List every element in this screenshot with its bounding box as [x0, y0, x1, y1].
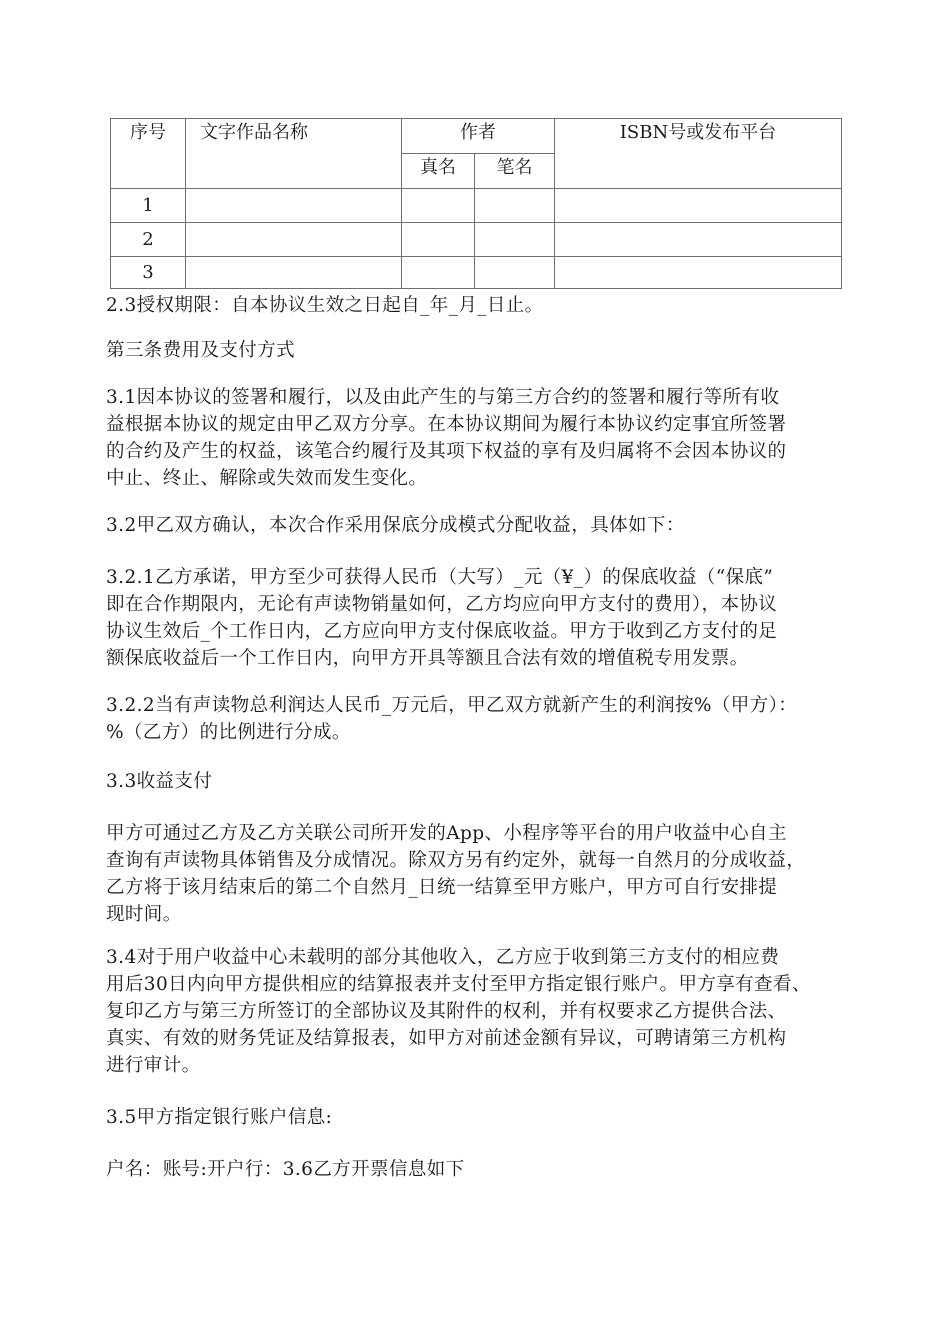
text-line: 3.4对于用户收益中心未载明的部分其他收入，乙方应于收到第三方支付的相应费 [106, 947, 780, 968]
header-seq: 序号 [111, 119, 186, 189]
clause-3-2: 3.2甲乙双方确认，本次合作采用保底分成模式分配收益，具体如下： [106, 515, 685, 536]
table-cell [475, 223, 555, 257]
table-cell [402, 257, 475, 289]
row-number: 2 [111, 223, 186, 257]
table-cell [555, 257, 842, 289]
text-line: %（乙方）的比例进行分成。 [106, 722, 351, 743]
text-line: 协议生效后_个工作日内，乙方应向甲方支付保底收益。甲方于收到乙方支付的足 [106, 621, 778, 642]
row-number: 1 [111, 189, 186, 223]
text-line: 3.2.1乙方承诺，甲方至少可获得人民币（大写）_元（¥_）的保底收益（“保底” [106, 567, 774, 588]
text-line: 3.2.2当有声读物总利润达人民币_万元后，甲乙双方就新产生的利润按%（甲方）： [106, 695, 798, 716]
text-line: 复印乙方与第三方所签订的全部协议及其附件的权利，并有权要求乙方提供合法、 [106, 1001, 787, 1022]
text-line: 乙方将于该月结束后的第二个自然月_日统一结算至甲方账户，甲方可自行安排提 [106, 877, 778, 898]
text-line: 用后30日内向甲方提供相应的结算报表并支付至甲方指定银行账户。甲方享有查看、 [106, 974, 811, 995]
table-cell [555, 223, 842, 257]
header-title: 文字作品名称 [186, 119, 402, 189]
text-line: 进行审计。 [106, 1055, 201, 1076]
table-cell [555, 189, 842, 223]
text-line: 甲方可通过乙方及乙方关联公司所开发的App、小程序等平台的用户收益中心自主 [106, 823, 787, 844]
table-cell [186, 257, 402, 289]
table-cell [186, 189, 402, 223]
clause-3-5: 3.5甲方指定银行账户信息: [106, 1107, 333, 1128]
header-isbn: ISBN号或发布平台 [555, 119, 842, 189]
header-pen-name: 笔名 [475, 154, 555, 189]
table-cell [186, 223, 402, 257]
table-cell [475, 189, 555, 223]
text-line: 查询有声读物具体销售及分成情况。除双方另有约定外，就每一自然月的分成收益， [106, 850, 806, 871]
clause-3-2-2 [106, 692, 856, 746]
header-author: 作者 [402, 119, 555, 154]
clause-3-6: 户名：账号:开户行：3.6乙方开票信息如下 [106, 1159, 465, 1180]
row-number: 3 [111, 257, 186, 289]
text-line: 3.1因本协议的签署和履行，以及由此产生的与第三方合约的签署和履行等所有收 [106, 387, 780, 408]
header-real-name: 真名 [402, 154, 475, 189]
text-line: 即在合作期限内，无论有声读物销量如何，乙方均应向甲方支付的费用），本协议 [106, 594, 778, 615]
clause-3-1 [106, 384, 856, 492]
article3-heading: 第三条费用及支付方式 [106, 340, 296, 361]
clause-3-4 [106, 944, 856, 1079]
table-cell [402, 223, 475, 257]
works-table [110, 118, 842, 289]
text-line: 益根据本协议的规定由甲乙双方分享。在本协议期间为履行本协议约定事宜所签署 [106, 414, 787, 435]
term-clause: 2.3授权期限：自本协议生效之日起自_年_月_日止。 [106, 295, 544, 316]
table-cell [475, 257, 555, 289]
table-cell [402, 189, 475, 223]
text-line: 中止、终止、解除或失效而发生变化。 [106, 468, 428, 489]
text-line: 真实、有效的财务凭证及结算报表，如甲方对前述金额有异议，可聘请第三方机构 [106, 1028, 787, 1049]
text-line: 现时间。 [106, 904, 182, 925]
clause-3-2-1 [106, 564, 856, 672]
text-line: 额保底收益后一个工作日内，向甲方开具等额且合法有效的增值税专用发票。 [106, 648, 749, 669]
clause-3-3-heading: 3.3收益支付 [106, 771, 213, 792]
clause-3-3 [106, 820, 856, 928]
text-line: 的合约及产生的权益，该笔合约履行及其项下权益的享有及归属将不会因本协议的 [106, 441, 787, 462]
